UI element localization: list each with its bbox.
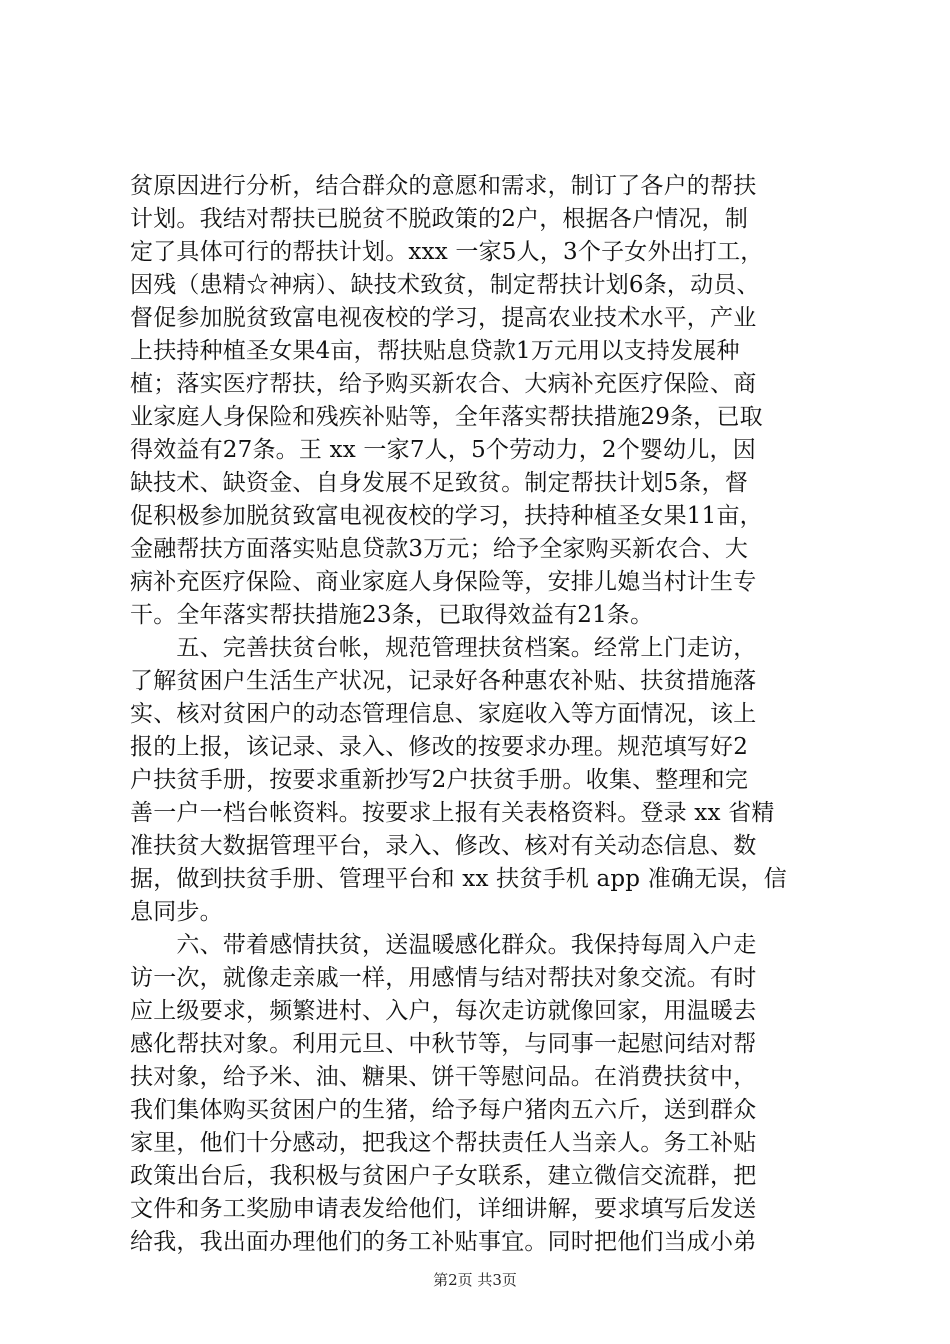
text-line: 上扶持种植圣女果4亩，帮扶贴息贷款1万元用以支持发展种: [130, 338, 740, 364]
text-line: 扶对象，给予米、油、糖果、饼干等慰问品。在消费扶贫中，: [130, 1064, 757, 1090]
text-line: 贫原因进行分析，结合群众的意愿和需求，制订了各户的帮扶: [130, 173, 757, 199]
text-line: 政策出台后，我积极与贫困户子女联系，建立微信交流群，把: [130, 1163, 757, 1189]
text-line: 干。全年落实帮扶措施23条，已取得效益有21条。: [130, 602, 654, 628]
text-line: 了解贫困户生活生产状况，记录好各种惠农补贴、扶贫措施落: [130, 668, 757, 694]
text-line: 应上级要求，频繁进村、入户，每次走访就像回家，用温暖去: [130, 998, 757, 1024]
text-line: 病补充医疗保险、商业家庭人身保险等，安排儿媳当村计生专: [130, 569, 757, 595]
text-line: 准扶贫大数据管理平台，录入、修改、核对有关动态信息、数: [130, 833, 757, 859]
text-line: 定了具体可行的帮扶计划。xxx 一家5人，3个子女外出打工，: [130, 239, 764, 265]
text-line: 实、核对贫困户的动态管理信息、家庭收入等方面情况，该上: [130, 701, 757, 727]
text-line: 促积极参加脱贫致富电视夜校的学习，扶持种植圣女果11亩，: [130, 503, 763, 529]
document-body: [130, 170, 830, 1259]
text-line: 报的上报，该记录、录入、修改的按要求办理。规范填写好2: [130, 734, 749, 760]
text-line: 息同步。: [130, 899, 223, 925]
text-line: 金融帮扶方面落实贴息贷款3万元；给予全家购买新农合、大: [130, 536, 749, 562]
text-line: 植；落实医疗帮扶，给予购买新农合、大病补充医疗保险、商: [130, 371, 757, 397]
text-line: 文件和务工奖励申请表发给他们，详细讲解，要求填写后发送: [130, 1196, 757, 1222]
text-line: 因残（患精☆神病）、缺技术致贫，制定帮扶计划6条，动员、: [130, 272, 760, 298]
text-line: 访一次，就像走亲戚一样，用感情与结对帮扶对象交流。有时: [130, 965, 757, 991]
text-line: 计划。我结对帮扶已脱贫不脱政策的2户，根据各户情况，制: [130, 206, 749, 232]
text-line: 业家庭人身保险和残疾补贴等，全年落实帮扶措施29条，已取: [130, 404, 763, 430]
text-line: 家里，他们十分感动，把我这个帮扶责任人当亲人。务工补贴: [130, 1130, 757, 1156]
text-line: 我们集体购买贫困户的生猪，给予每户猪肉五六斤，送到群众: [130, 1097, 757, 1123]
text-line: 给我，我出面办理他们的务工补贴事宜。同时把他们当成小弟: [130, 1229, 757, 1255]
text-line: 缺技术、缺资金、自身发展不足致贫。制定帮扶计划5条，督: [130, 470, 749, 496]
paragraph-six-start: 六、带着感情扶贫，送温暖感化群众。我保持每周入户走: [130, 932, 757, 958]
text-line: 感化帮扶对象。利用元旦、中秋节等，与同事一起慰问结对帮: [130, 1031, 757, 1057]
paragraph-five-start: 五、完善扶贫台帐，规范管理扶贫档案。经常上门走访，: [130, 635, 757, 661]
text-line: 督促参加脱贫致富电视夜校的学习，提高农业技术水平，产业: [130, 305, 757, 331]
text-line: 户扶贫手册，按要求重新抄写2户扶贫手册。收集、整理和完: [130, 767, 749, 793]
text-line: 得效益有27条。王 xx 一家7人，5个劳动力，2个婴幼儿，因: [130, 437, 756, 463]
text-line: 据，做到扶贫手册、管理平台和 xx 扶贫手机 app 准确无误，信: [130, 866, 787, 892]
text-line: 善一户一档台帐资料。按要求上报有关表格资料。登录 xx 省精: [130, 800, 775, 826]
page-number-footer: 第2页 共3页: [433, 1271, 517, 1289]
